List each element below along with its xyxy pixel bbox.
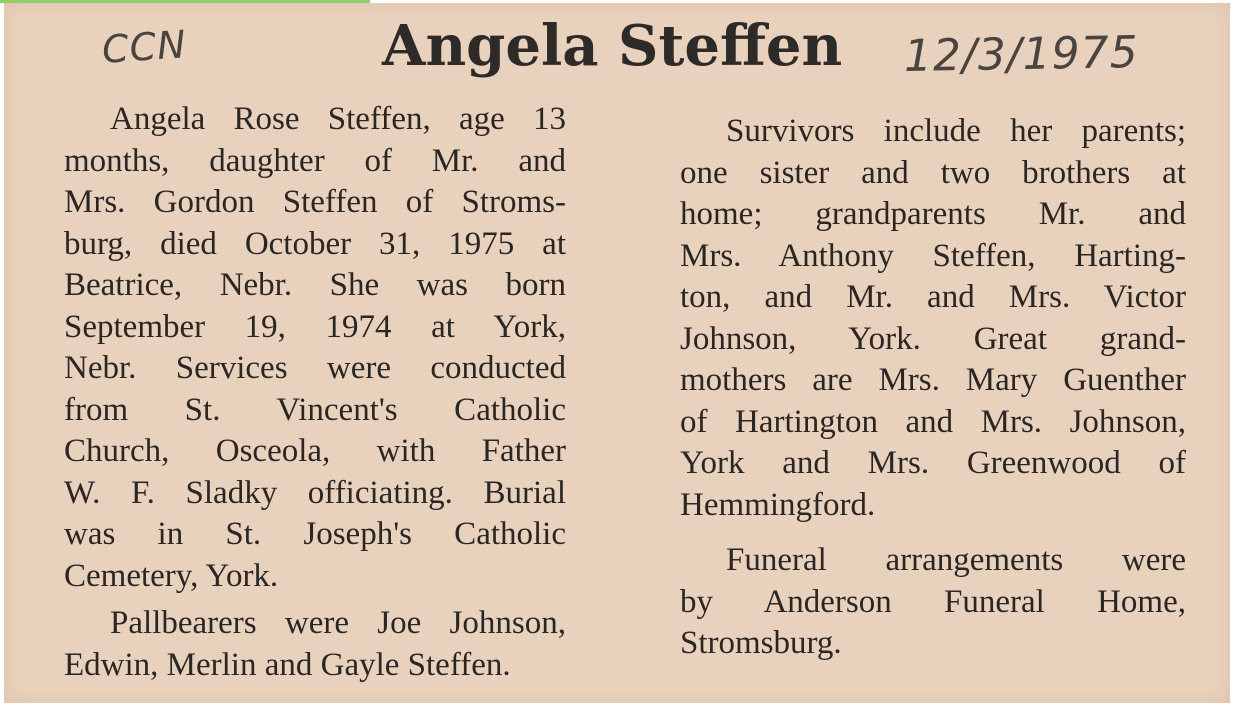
handwritten-source-note: CCN	[100, 22, 188, 72]
text-line: Angela Rose Steffen, age 13	[110, 101, 566, 137]
text-line: burg, died October 31, 1975 at	[64, 225, 566, 262]
text-line: York and Mrs. Greenwood of	[680, 445, 1186, 481]
text-line: Cemetery, York.	[64, 557, 279, 594]
text-line: Mrs. Gordon Steffen of Stroms-	[64, 184, 566, 220]
text-line: Hemmingford.	[680, 486, 876, 523]
text-line: Stromsburg.	[680, 625, 842, 661]
text-line: Nebr. Services were conducted	[64, 350, 566, 386]
handwritten-date-note: 12/3/1975	[903, 26, 1140, 83]
text-line: months, daughter of Mr. and	[64, 142, 566, 179]
obituary-headline: Angela Steffen	[382, 13, 843, 79]
text-line: Johnson, York. Great grand-	[680, 320, 1186, 357]
text-line: Survivors include her parents;	[726, 113, 1186, 149]
obituary-paragraph-main	[18, 99, 566, 597]
text-line: Pallbearers were Joe Johnson,	[110, 605, 566, 641]
text-line: Beatrice, Nebr. She was born	[64, 267, 566, 303]
funeral-arrangements-paragraph	[634, 540, 1186, 665]
text-line: Edwin, Merlin and Gayle Steffen.	[64, 646, 511, 683]
text-line: from St. Vincent's Catholic	[64, 391, 566, 428]
text-line: Church, Osceola, with Father	[64, 433, 566, 469]
text-line: W. F. Sladky officiating. Burial	[64, 474, 566, 511]
text-line: mothers are Mrs. Mary Guenther	[680, 362, 1186, 398]
right-column	[634, 111, 1186, 665]
text-line: was in St. Joseph's Catholic	[64, 516, 566, 552]
text-line: Mrs. Anthony Steffen, Harting-	[680, 237, 1186, 274]
text-line: home; grandparents Mr. and	[680, 196, 1186, 232]
left-column	[18, 99, 566, 686]
pallbearers-paragraph	[18, 603, 566, 686]
text-line: of Hartington and Mrs. Johnson,	[680, 403, 1186, 440]
text-line: by Anderson Funeral Home,	[680, 583, 1186, 620]
text-line: ton, and Mr. and Mrs. Victor	[680, 279, 1186, 315]
text-line: one sister and two brothers at	[680, 154, 1186, 191]
newspaper-clipping	[4, 3, 1230, 703]
text-line: September 19, 1974 at York,	[64, 308, 566, 345]
survivors-paragraph	[634, 111, 1186, 526]
text-line: Funeral arrangements were	[726, 542, 1186, 578]
